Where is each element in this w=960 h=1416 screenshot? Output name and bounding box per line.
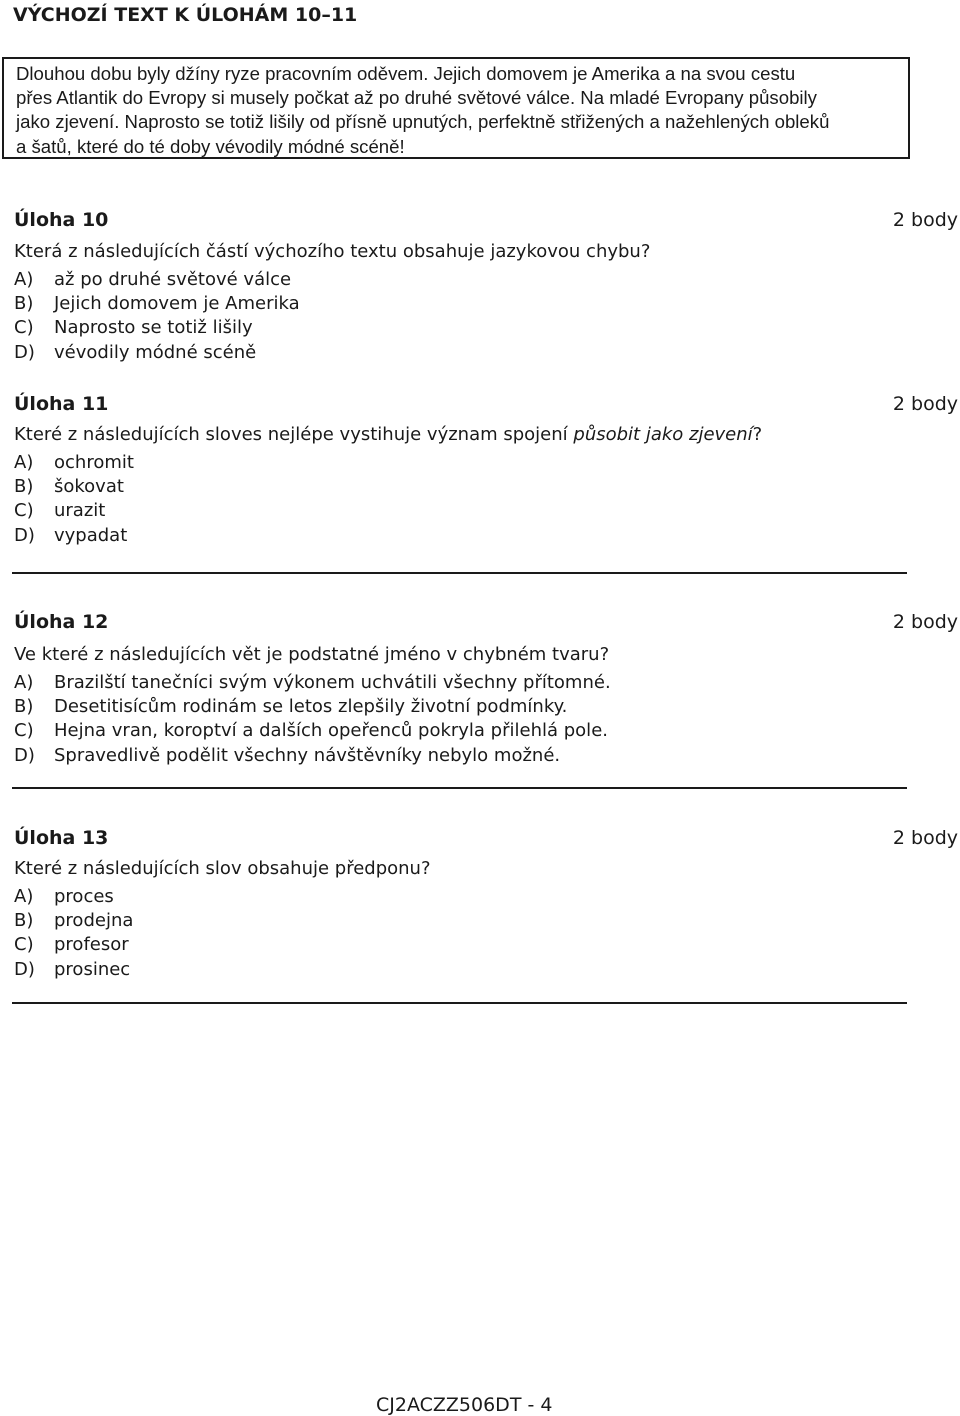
- option-letter: D): [14, 745, 35, 766]
- option-text: Brazilští tanečníci svým výkonem uchvátili všechny přítomné.: [54, 672, 611, 693]
- option-letter: A): [14, 269, 34, 290]
- task-13-option-c[interactable]: [14, 934, 129, 955]
- option-letter: B): [14, 293, 34, 314]
- task-12-question: Ve které z následujících vět je podstatné jméno v chybném tvaru?: [14, 644, 610, 665]
- option-text: Desetitisícům rodinám se letos zlepšily životní podmínky.: [54, 696, 568, 717]
- option-letter: A): [14, 886, 34, 907]
- source-text-line: jako zjevení. Naprosto se totiž lišily od přísně upnutých, perfektně střižených a nažehlených obleků: [16, 111, 830, 133]
- option-text: prodejna: [54, 910, 134, 931]
- source-text-line: Dlouhou dobu byly džíny ryze pracovním oděvem. Jejich domovem je Amerika a na svou cestu: [16, 63, 796, 84]
- question-italic-phrase: působit jako zjevení: [573, 424, 753, 445]
- task-12-option-d[interactable]: [14, 745, 560, 766]
- task-13-title: Úloha 13: [14, 827, 109, 849]
- task-10-option-d[interactable]: [14, 342, 256, 363]
- source-text-line: přes Atlantik do Evropy si musely počkat až po druhé světové válce. Na mladé Evropany působily: [16, 87, 817, 109]
- task-11-option-d[interactable]: [14, 525, 127, 546]
- task-13-points: 2 body: [892, 827, 958, 849]
- option-text: šokovat: [54, 476, 124, 497]
- divider: [12, 1002, 907, 1004]
- task-10-option-b[interactable]: [14, 293, 300, 314]
- task-13-option-a[interactable]: [14, 886, 114, 907]
- option-text: Hejna vran, koroptví a dalších opeřenců pokryla přilehlá pole.: [54, 720, 608, 741]
- task-10-points: 2 body: [892, 209, 958, 231]
- task-12-option-a[interactable]: [14, 672, 611, 693]
- task-12-points: 2 body: [892, 611, 958, 633]
- task-12-title: Úloha 12: [14, 611, 109, 633]
- option-letter: B): [14, 696, 34, 717]
- divider: [12, 787, 907, 789]
- task-12-option-b[interactable]: [14, 696, 567, 717]
- source-text-box: [2, 57, 910, 159]
- task-11-question: [14, 424, 762, 445]
- task-10-option-a[interactable]: [14, 269, 291, 290]
- task-11-title: Úloha 11: [14, 393, 109, 415]
- option-letter: B): [14, 910, 34, 931]
- option-text: vypadat: [54, 525, 128, 546]
- option-text: Spravedlivě podělit všechny návštěvníky nebylo možné.: [54, 745, 561, 766]
- option-text: profesor: [54, 934, 129, 955]
- option-text: Naprosto se totiž lišily: [54, 317, 253, 338]
- task-11-option-c[interactable]: [14, 500, 105, 521]
- option-letter: D): [14, 959, 35, 980]
- option-text: proces: [54, 886, 114, 907]
- option-letter: A): [14, 452, 34, 473]
- page-footer: CJ2ACZZ506DT - 4: [376, 1394, 553, 1416]
- option-text: Jejich domovem je Amerika: [54, 293, 300, 314]
- option-letter: C): [14, 934, 34, 955]
- divider: [12, 572, 907, 574]
- task-13-question: Které z následujících slov obsahuje předponu?: [14, 858, 431, 879]
- question-text: Které z následujících sloves nejlépe vystihuje význam spojení: [14, 424, 574, 445]
- task-11-option-b[interactable]: [14, 476, 124, 497]
- task-11-points: 2 body: [892, 393, 958, 415]
- task-12-option-c[interactable]: [14, 720, 608, 741]
- task-11-option-a[interactable]: [14, 452, 134, 473]
- task-10-option-c[interactable]: [14, 317, 253, 338]
- option-letter: C): [14, 720, 34, 741]
- option-letter: C): [14, 500, 34, 521]
- source-text-line: a šatů, které do té doby vévodily módné scéně!: [16, 135, 405, 157]
- option-text: prosinec: [54, 959, 131, 980]
- option-letter: D): [14, 525, 35, 546]
- task-10-question: Která z následujících částí výchozího textu obsahuje jazykovou chybu?: [14, 241, 651, 262]
- option-text: až po druhé světové válce: [54, 269, 292, 290]
- option-letter: C): [14, 317, 34, 338]
- question-end: ?: [752, 424, 763, 445]
- option-letter: A): [14, 672, 34, 693]
- option-text: urazit: [54, 500, 106, 521]
- task-13-option-b[interactable]: [14, 910, 133, 931]
- task-10-title: Úloha 10: [14, 209, 109, 231]
- option-text: vévodily módné scéně: [54, 342, 257, 363]
- option-letter: D): [14, 342, 35, 363]
- section-heading: VÝCHOZÍ TEXT K ÚLOHÁM 10–11: [13, 4, 358, 26]
- option-letter: B): [14, 476, 34, 497]
- option-text: ochromit: [54, 452, 134, 473]
- task-13-option-d[interactable]: [14, 959, 130, 980]
